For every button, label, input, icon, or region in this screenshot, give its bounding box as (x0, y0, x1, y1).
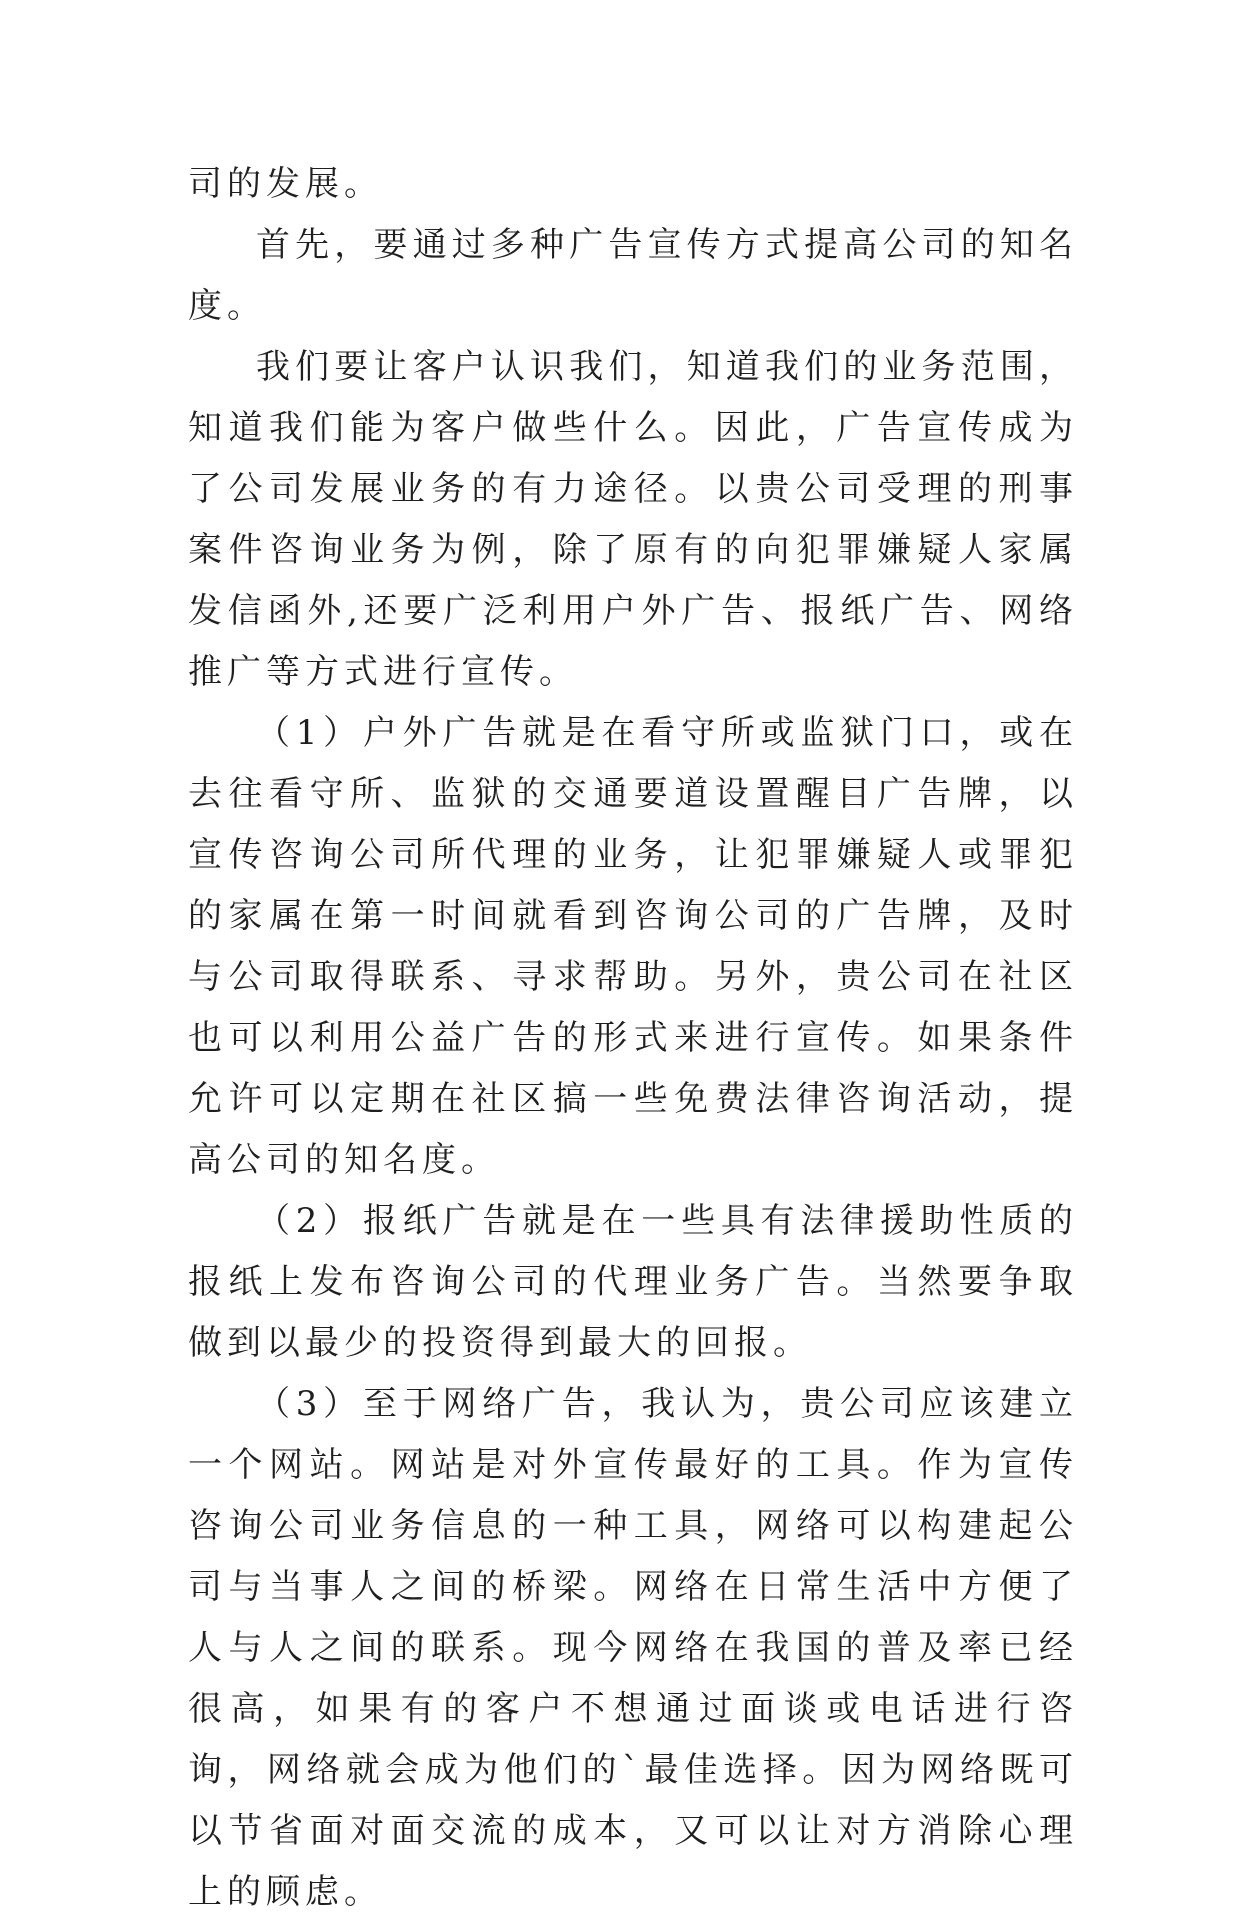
paragraph-continuation: 司的发展。 (188, 164, 383, 204)
paragraph-advertising-intro: 我们要让客户认识我们，知道我们的业务范围，知道我们能为客户做些什么。因此，广告宣传成为了公司发展业务的有力途径。以贵公司受理的刑事案件咨询业务为例，除了原有的向犯罪嫌疑人家属发信函外,还要广泛利用户外广告、报纸广告、网络推广等方式进行宣传。 (188, 347, 1078, 692)
paragraph-outdoor-ads: （1）户外广告就是在看守所或监狱门口，或在去往看守所、监狱的交通要道设置醒目广告牌，以宣传咨询公司所代理的业务，让犯罪嫌疑人或罪犯的家属在第一时间就看到咨询公司的广告牌，及时与公司取得联系、寻求帮助。另外，贵公司在社区也可以利用公益广告的形式来进行宣传。如果条件允许可以定期在社区搞一些免费法律咨询活动，提高公司的知名度。 (188, 713, 1078, 1180)
paragraph-newspaper-ads: （2）报纸广告就是在一些具有法律援助性质的报纸上发布咨询公司的代理业务广告。当然要争取做到以最少的投资得到最大的回报。 (188, 1201, 1078, 1363)
paragraph-heading-first: 首先，要通过多种广告宣传方式提高公司的知名度。 (188, 225, 1078, 326)
paragraph-online-ads: （3）至于网络广告，我认为，贵公司应该建立一个网站。网站是对外宣传最好的工具。作为宣传咨询公司业务信息的一种工具，网络可以构建起公司与当事人之间的桥梁。网络在日常生活中方便了人与人之间的联系。现今网络在我国的普及率已经很高，如果有的客户不想通过面谈或电话进行咨询，网络就会成为他们的`最佳选择。因为网络既可以节省面对面交流的成本，又可以让对方消除心理上的顾虑。 (188, 1384, 1078, 1912)
document-page (188, 154, 1078, 1923)
